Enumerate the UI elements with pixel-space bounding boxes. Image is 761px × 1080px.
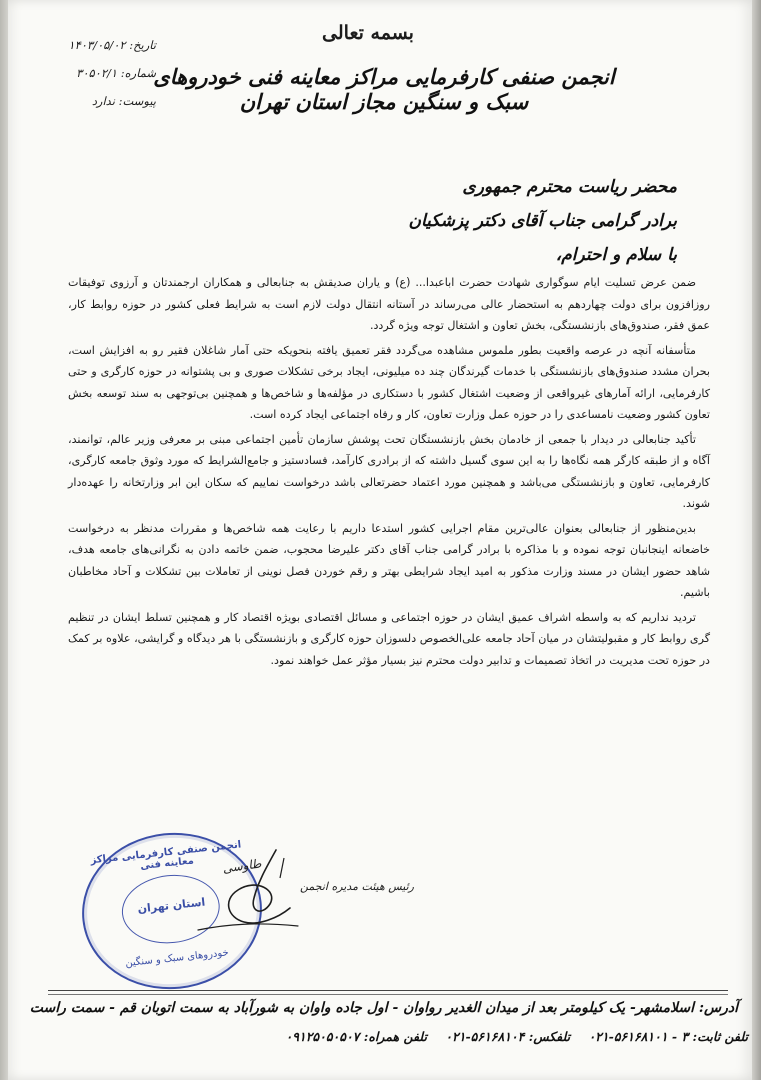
paragraph-3: تأکید جنابعالی در دیدار با جمعی از خادمان بخش بازنشستگان تحت پوشش سازمان تأمین اجتماعی مبنی بر معرفی وزیر عالم، توانمند، آگاه و از طبقه کارگر همه نگاه‌ها را به این سوی گسیل داشته که از برادری کارآمد، فسادستیز و جامع‌الشرایط که مورد وثوق جامعه کارگری، کارفرمایی، تعاون و بازنشستگی می‌باشد و همچنین مورد اعتماد حضرتعالی باشد درخواست نماییم که سکان این ابر وزارتخانه را عهده‌دار شوند. bbox=[68, 432, 710, 510]
paragraph-5: تردید نداریم که به واسطه اشراف عمیق ایشان در حوزه اجتماعی و مسائل اقتصادی بویژه اقتصاد کار و همچنین تسلط ایشان در تنظیم گری روابط کار و مقبولیتشان در میان آحاد جامعه علی‌الخصوص دلسوزان حوزه کارگری و بازنشستگی با هر دیدگاه و گرایشی، علاوه بر کمک در حوزه تحت مدیریت در اتخاذ تصمیمات و تدابیر دولت محترم نیز بسیار مؤثر عمل خواهند نمود. bbox=[68, 610, 710, 667]
handwritten-signature bbox=[158, 838, 318, 958]
recipient-title: محضر ریاست محترم جمهوری bbox=[462, 177, 677, 197]
footer-address: آدرس: اسلامشهر- یک کیلومتر بعد از میدان الغدیر رواوان - اول جاده واوان به شورآباد به سمت اتوبان قم - سمت راست bbox=[29, 1000, 738, 1016]
stamp-bottom-text: خودروهای سبک و سنگین bbox=[124, 947, 230, 970]
fax-number: تلفکس: ۵۶۱۶۸۱۰۴-۰۲۱ bbox=[445, 1029, 571, 1044]
basmala-heading: بسمه تعالی bbox=[322, 22, 414, 44]
footer-divider bbox=[48, 990, 728, 991]
letter-attachment: پیوست: ندارد bbox=[91, 94, 156, 108]
letter-body bbox=[68, 272, 710, 674]
recipient-block bbox=[257, 170, 677, 272]
phone-fixed: تلفن ثابت: ۳ - ۵۶۱۶۸۱۰۱-۰۲۱ bbox=[588, 1029, 748, 1044]
paragraph-2: متأسفانه آنچه در عرصه واقعیت بطور ملموس مشاهده می‌گردد فقر تعمیق یافته بنحویکه حتی آمار شاغلان فقیر رو به افزایش است، بحران مشدد صندوق‌های بازنشستگی با خدمات گیرندگان چند ده میلیونی، ایجاد برخی تشکلات صوری و بی پشتوانه در حوزه کارگری و حتی کارفرمایی، ارائه آمارهای غیرواقعی از وضعیت اشتغال کشور با دستکاری در مؤلفه‌ها و شاخص‌ها و همچنین بی‌توجهی به سند توسعه بخش تعاون کشور وضعیت نامساعدی را در حوزه عمل وزارت تعاون، کار و رفاه اجتماعی ایجاد کرده است. bbox=[68, 343, 710, 421]
organization-name: انجمن صنفی کارفرمایی مراکز معاینه فنی خودروهای سبک و سنگین مجاز استان تهران bbox=[153, 64, 615, 114]
mobile-number: تلفن همراه: ۰۹۱۲۵۰۵۰۵۰۷ bbox=[285, 1029, 427, 1044]
stamp-top-text: انجمن صنفی کارفرمایی مراکز معاینه فنی bbox=[90, 839, 242, 873]
letter-number: شماره: ۳۰۵۰۲/۱ bbox=[76, 66, 156, 80]
stamp-middle-text: استان تهران bbox=[137, 895, 206, 916]
footer-contact bbox=[158, 1029, 748, 1044]
signatory-title: رئیس هیئت مدیره انجمن bbox=[300, 880, 414, 893]
paragraph-4: بدین‌منظور از جنابعالی بعنوان عالی‌ترین مقام اجرایی کشور استدعا داریم با رعایت همه شاخص‌ها و مقررات مدنظر به درخواست خاضعانه اینجانبان توجه نموده و با مذاکره با برادر گرامی جناب آقای دکتر علیرضا محجوب، ضمن خاتمه دادن به نگرانی‌های جامعه هدف، شاهد حضور ایشان در مسند وزارت مذکور به امید ایجاد شرایطی بهتر و رقم خوردن فصل نوینی از تعاملات بین تشکلات و آحاد مخاطبان باشیم. bbox=[68, 521, 710, 599]
paragraph-1: ضمن عرض تسلیت ایام سوگواری شهادت حضرت اباعبدا... (ع) و یاران صدیقش به جنابعالی و همکاران ارجمندتان و آرزوی توفیقات روزافزون برای دولت چهاردهم به استحضار عالی می‌رساند در آستانه انتقال دولت لازم است به شرایط فعلی کشور در حوزه روابط کار، عمق فقر، صندوق‌های بازنشستگی، بخش تعاون و اشتغال توجه ویژه گردد. bbox=[68, 276, 710, 332]
footer-divider-secondary bbox=[48, 994, 728, 995]
letter-date: تاریخ: ۱۴۰۳/۰۵/۰۲ bbox=[68, 38, 156, 52]
recipient-name: برادر گرامی جناب آقای دکتر پزشکیان bbox=[408, 211, 677, 231]
letter-paper bbox=[8, 0, 752, 1080]
signatory-name: طاوسی bbox=[221, 856, 263, 876]
salutation: با سلام و احترام، bbox=[555, 245, 677, 265]
